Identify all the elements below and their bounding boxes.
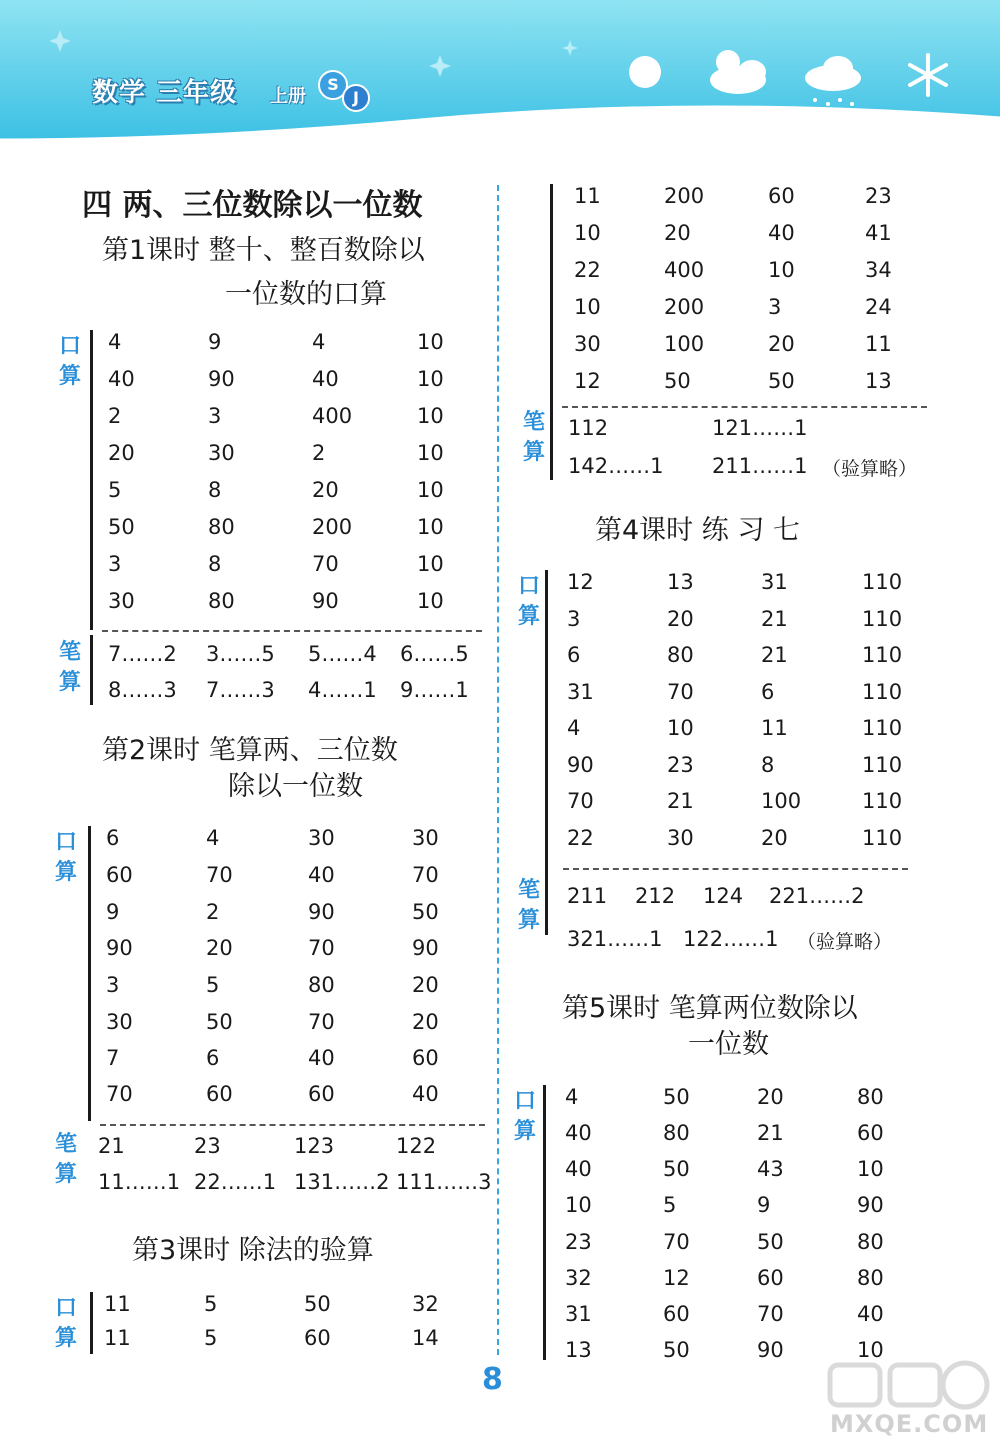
lesson5-title-line1: 第5课时 笔算两位数除以 [562,993,858,1024]
answer-cell: 10 [417,330,444,354]
table-row [557,643,947,679]
answer-cell: 23 [667,753,694,777]
answer-cell: 10 [417,515,444,539]
answer-cell: 90 [757,1338,784,1362]
answer-cell: 2 [206,900,220,924]
lesson2-kousuan-bar [88,826,91,1121]
answer-cell: 4 [206,826,220,850]
answer-cell: 30 [574,332,601,356]
answer-cell: 10 [417,404,444,428]
answer-cell: 10 [417,441,444,465]
answer-cell: 23 [565,1230,592,1254]
table-row [568,454,948,488]
lesson3-dashed-separator [562,406,927,408]
table-row [557,753,947,789]
answer-cell: 32 [565,1266,592,1290]
answer-cell: 11 [104,1292,131,1316]
answer-cell: 80 [857,1230,884,1254]
table-row [562,332,942,368]
answer-cell: 50 [206,1010,233,1034]
answer-cell: 321……1 [567,927,663,951]
table-row [562,295,942,331]
answer-cell: 111……3 [396,1170,492,1194]
lesson5-kousuan-label: 口算 [513,1089,536,1144]
answer-cell: 123 [294,1134,335,1158]
answer-cell: 41 [865,221,892,245]
answer-cell: 14 [412,1326,439,1350]
answer-cell: 112 [568,416,609,440]
answer-cell: 22……1 [194,1170,277,1194]
answer-cell: 60 [106,863,133,887]
answer-cell: 13 [565,1338,592,1362]
volume-label: 上册 [270,86,306,107]
answer-cell: 23 [194,1134,221,1158]
answer-cell: 40 [565,1121,592,1145]
answer-cell: 131……2 [294,1170,390,1194]
answer-cell: 3 [108,552,122,576]
table-row [100,1082,480,1118]
answer-cell: 30 [108,589,135,613]
answer-cell: 30 [308,826,335,850]
table-row [108,678,488,712]
answer-cell: 60 [757,1266,784,1290]
answer-cell: 4……1 [308,678,377,702]
answer-cell: 20 [206,936,233,960]
answer-cell: 20 [664,221,691,245]
answer-cell: 122……1 [683,927,779,951]
answer-cell: 20 [412,1010,439,1034]
lesson1-title-line2: 一位数的口算 [225,279,387,310]
answer-cell: 5……4 [308,642,377,666]
answer-cell: 211……1 [712,454,808,478]
answer-cell: 60 [663,1302,690,1326]
answer-cell: 80 [667,643,694,667]
note-cell: （验算略） [822,458,918,480]
answer-cell: 13 [667,570,694,594]
answer-cell: 110 [862,643,903,667]
answer-cell: 70 [312,552,339,576]
answer-cell: 20 [108,441,135,465]
answer-cell: 40 [312,367,339,391]
table-row [102,441,482,477]
lesson4-bisuan-label: 笔算 [517,878,540,933]
answer-cell: 10 [417,367,444,391]
answer-cell: 21 [757,1121,784,1145]
answer-cell: 21 [761,607,788,631]
lesson5-title-line2: 一位数 [688,1029,769,1060]
table-row [100,1046,480,1082]
answer-cell: 110 [862,570,903,594]
table-row [102,367,482,403]
answer-cell: 100 [761,789,802,813]
table-row [562,221,942,257]
lesson1-dashed-separator [102,630,482,632]
answer-cell: 31 [567,680,594,704]
lesson3-bisuan-label: 笔算 [522,410,545,465]
answer-cell: 11 [761,716,788,740]
table-row [100,973,480,1009]
table-row [98,1170,493,1204]
answer-cell: 21 [667,789,694,813]
answer-cell: 90 [208,367,235,391]
table-row [555,1193,945,1229]
table-row [562,258,942,294]
answer-cell: 400 [664,258,705,282]
answer-cell: 200 [312,515,353,539]
lesson1-title-line1: 第1课时 整十、整百数除以 [102,235,425,266]
answer-cell: 40 [412,1082,439,1106]
table-row [102,1326,482,1362]
table-row [555,1121,945,1157]
answer-cell: 4 [567,716,581,740]
lesson3-kousuan-bar [90,1292,93,1354]
lesson1-kousuan-label: 口算 [58,334,81,389]
answer-cell: 50 [412,900,439,924]
lesson2-exercises [54,826,492,1206]
answer-cell: 43 [757,1157,784,1181]
answer-cell: 2 [312,441,326,465]
table-row [557,826,947,862]
answer-cell: 70 [567,789,594,813]
answer-cell: 12 [574,369,601,393]
table-row [100,826,480,862]
answer-cell: 20 [757,1085,784,1109]
answer-cell: 22 [574,258,601,282]
answer-cell: 10 [417,552,444,576]
table-row [555,1085,945,1121]
table-row [557,607,947,643]
answer-cell: 60 [768,184,795,208]
answer-cell: 110 [862,607,903,631]
lesson3-right-bar [550,184,553,480]
answer-cell: 212 [635,884,676,908]
lesson3-exercises-right [522,184,950,484]
answer-cell: 60 [206,1082,233,1106]
table-row [102,589,482,625]
answer-cell: 80 [663,1121,690,1145]
answer-cell: 8 [761,753,775,777]
table-row [100,1010,480,1046]
answer-cell: 50 [663,1085,690,1109]
answer-cell: 5 [663,1193,677,1217]
page-number: 8 [482,1362,503,1397]
answer-cell: 7……2 [108,642,177,666]
answer-cell: 2 [108,404,122,428]
lesson2-title-line1: 第2课时 笔算两、三位数 [102,735,398,766]
answer-cell: 40 [565,1157,592,1181]
answer-cell: 40 [768,221,795,245]
answer-cell: 50 [757,1230,784,1254]
answer-cell: 7……3 [206,678,275,702]
note-cell: （验算略） [797,931,893,953]
answer-cell: 3 [208,404,222,428]
answer-cell: 3 [768,295,782,319]
answer-cell: 211 [567,884,608,908]
table-row [102,515,482,551]
answer-cell: 50 [663,1157,690,1181]
answer-cell: 12 [567,570,594,594]
answer-cell: 20 [412,973,439,997]
badge-j: J [342,84,370,112]
answer-cell: 31 [565,1302,592,1326]
answer-cell: 80 [308,973,335,997]
answer-cell: 40 [108,367,135,391]
table-row [567,927,947,961]
table-row [102,404,482,440]
badge-s: S [318,70,348,100]
answer-cell: 30 [412,826,439,850]
answer-cell: 90 [106,936,133,960]
lesson1-bisuan-label: 笔算 [58,640,81,695]
answer-cell: 10 [417,478,444,502]
lesson3-kousuan-label: 口算 [54,1296,77,1351]
answer-cell: 9 [106,900,120,924]
lesson5-exercises [513,1085,963,1365]
answer-cell: 30 [208,441,235,465]
answer-cell: 10 [857,1157,884,1181]
answer-cell: 10 [417,589,444,613]
answer-cell: 20 [312,478,339,502]
answer-cell: 40 [308,863,335,887]
table-row [562,369,942,405]
answer-cell: 50 [664,369,691,393]
answer-cell: 10 [574,295,601,319]
answer-cell: 110 [862,680,903,704]
answer-cell: 34 [865,258,892,282]
unit-title: 四 两、三位数除以一位数 [82,188,423,223]
answer-cell: 70 [412,863,439,887]
answer-cell: 70 [667,680,694,704]
answer-cell: 200 [664,184,705,208]
answer-cell: 10 [667,716,694,740]
answer-cell: 121……1 [712,416,808,440]
lesson2-bisuan-label: 笔算 [54,1132,77,1187]
answer-cell: 10 [574,221,601,245]
table-row [557,680,947,716]
lesson3-title: 第3课时 除法的验算 [132,1235,374,1266]
lesson1-exercises [58,330,490,710]
table-row [100,863,480,899]
lesson4-kousuan-bar [545,570,548,935]
table-row [108,642,488,676]
answer-cell: 30 [667,826,694,850]
answer-cell: 3 [106,973,120,997]
answer-cell: 70 [757,1302,784,1326]
table-row [102,478,482,514]
answer-cell: 21 [98,1134,125,1158]
table-row [557,570,947,606]
answer-cell: 90 [412,936,439,960]
answer-cell: 6 [106,826,120,850]
lesson3-exercises-left [54,1292,490,1362]
answer-cell: 12 [663,1266,690,1290]
table-row [102,552,482,588]
answer-cell: 60 [304,1326,331,1350]
answer-cell: 90 [567,753,594,777]
column-divider [497,185,499,1355]
table-row [555,1230,945,1266]
answer-cell: 50 [108,515,135,539]
lesson4-dashed-separator [563,868,908,870]
answer-cell: 221……2 [769,884,865,908]
answer-cell: 70 [308,936,335,960]
lesson2-title-line2: 除以一位数 [228,771,363,802]
answer-cell: 400 [312,404,353,428]
answer-cell: 70 [663,1230,690,1254]
lesson1-kousuan-bar [90,330,93,630]
lesson4-kousuan-label: 口算 [517,574,540,629]
answer-cell: 3 [567,607,581,631]
answer-cell: 8 [208,478,222,502]
answer-cell: 23 [865,184,892,208]
answer-cell: 80 [857,1085,884,1109]
answer-cell: 20 [768,332,795,356]
answer-cell: 9 [757,1193,771,1217]
table-row [100,900,480,936]
header-banner [0,0,1000,145]
sun-icon [629,56,661,88]
answer-cell: 40 [308,1046,335,1070]
table-row [568,416,948,450]
answer-cell: 6……5 [400,642,469,666]
answer-cell: 11 [865,332,892,356]
answer-cell: 50 [304,1292,331,1316]
table-row [555,1157,945,1193]
table-row [555,1302,945,1338]
answer-cell: 21 [761,643,788,667]
answer-cell: 80 [857,1266,884,1290]
answer-cell: 7 [106,1046,120,1070]
answer-cell: 142……1 [568,454,664,478]
answer-cell: 24 [865,295,892,319]
answer-cell: 40 [857,1302,884,1326]
answer-cell: 60 [412,1046,439,1070]
answer-cell: 110 [862,716,903,740]
answer-cell: 10 [857,1338,884,1362]
answer-cell: 4 [312,330,326,354]
answer-cell: 110 [862,826,903,850]
answer-cell: 10 [565,1193,592,1217]
answer-cell: 10 [768,258,795,282]
answer-cell: 50 [768,369,795,393]
answer-cell: 9 [208,330,222,354]
answer-cell: 5 [206,973,220,997]
table-row [98,1134,493,1168]
answer-cell: 20 [761,826,788,850]
lesson4-title: 第4课时 练 习 七 [595,515,800,546]
answer-cell: 90 [312,589,339,613]
table-row [567,884,947,918]
table-row [102,330,482,366]
answer-cell: 50 [663,1338,690,1362]
table-row [102,1292,482,1328]
lesson1-bisuan-bar [90,635,93,705]
answer-cell: 5 [204,1292,218,1316]
answer-cell: 124 [703,884,744,908]
table-row [557,789,947,825]
answer-cell: 32 [412,1292,439,1316]
answer-cell: 11 [104,1326,131,1350]
answer-cell: 110 [862,789,903,813]
answer-cell: 9……1 [400,678,469,702]
answer-cell: 4 [108,330,122,354]
answer-cell: 8……3 [108,678,177,702]
answer-cell: 110 [862,753,903,777]
table-row [100,936,480,972]
answer-cell: 20 [667,607,694,631]
answer-cell: 200 [664,295,705,319]
answer-cell: 60 [857,1121,884,1145]
lesson4-exercises [517,570,965,953]
answer-cell: 6 [567,643,581,667]
table-row [562,184,942,220]
answer-cell: 5 [204,1326,218,1350]
table-row [557,716,947,752]
answer-cell: 80 [208,515,235,539]
answer-cell: 70 [308,1010,335,1034]
subject-grade-title: 数学 三年级 [92,78,238,108]
answer-cell: 3……5 [206,642,275,666]
answer-cell: 6 [761,680,775,704]
answer-cell: 122 [396,1134,437,1158]
answer-cell: 6 [206,1046,220,1070]
answer-cell: 90 [308,900,335,924]
answer-cell: 90 [857,1193,884,1217]
answer-cell: 30 [106,1010,133,1034]
answer-cell: 31 [761,570,788,594]
answer-cell: 8 [208,552,222,576]
answer-cell: 4 [565,1085,579,1109]
answer-cell: 22 [567,826,594,850]
answer-cell: 13 [865,369,892,393]
watermark-text: MXQE.COM [830,1410,989,1438]
lesson5-kousuan-bar [543,1085,546,1360]
table-row [555,1266,945,1302]
answer-cell: 11 [574,184,601,208]
lesson2-dashed-separator [100,1124,485,1126]
answer-cell: 5 [108,478,122,502]
answer-cell: 11……1 [98,1170,181,1194]
answer-cell: 70 [106,1082,133,1106]
lesson2-kousuan-label: 口算 [54,830,77,885]
answer-cell: 70 [206,863,233,887]
answer-cell: 80 [208,589,235,613]
answer-cell: 100 [664,332,705,356]
answer-cell: 60 [308,1082,335,1106]
